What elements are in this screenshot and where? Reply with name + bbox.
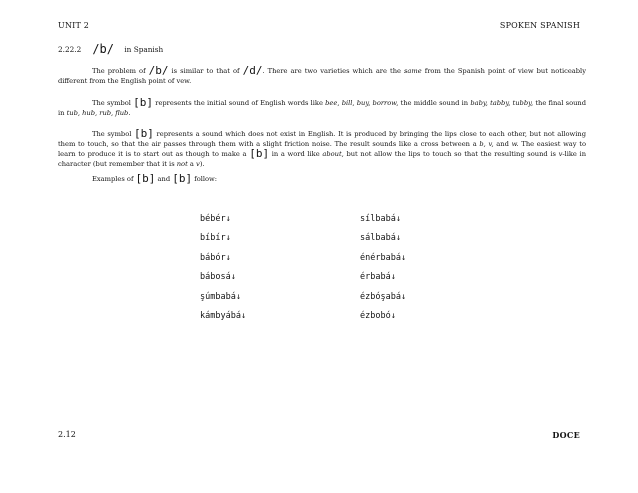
section-title: in Spanish — [124, 45, 164, 54]
emphasis: same — [404, 67, 422, 75]
paragraph-examples-intro — [58, 174, 586, 184]
text-run: The easiest way to learn to produce it is to start out as though to make a — [58, 140, 586, 158]
emphasis: baby, tabby, tubby, — [470, 99, 534, 107]
example-column-left — [200, 210, 246, 326]
text-run: The problem of — [92, 67, 149, 75]
phoneme-symbol: [b] — [172, 172, 193, 185]
phoneme-symbol: /d/ — [242, 64, 263, 77]
text-run: and — [155, 175, 173, 183]
section-heading — [58, 42, 163, 56]
text-run: Examples of — [92, 175, 136, 183]
text-run: in a word like — [269, 150, 323, 158]
text-run: . There are two varieties which are the — [262, 67, 404, 75]
paragraph-stop-b — [58, 98, 586, 118]
emphasis: w. — [511, 140, 519, 148]
emphasis: b, v, — [479, 140, 494, 148]
example-word: érbabá↓ — [360, 272, 396, 283]
text-run: a — [187, 160, 197, 168]
phoneme-symbol: [b] — [134, 127, 154, 140]
example-word: şúmbabá↓ — [200, 291, 241, 302]
page-number-word: DOCE — [552, 430, 580, 440]
phoneme-symbol: [b] — [249, 147, 270, 160]
example-word: kámbyábá↓ — [200, 310, 247, 321]
text-run: -like in character (but remember that it is — [58, 150, 586, 168]
page-number: 2.12 — [58, 430, 76, 439]
emphasis: v — [196, 160, 200, 168]
emphasis: not — [176, 160, 188, 168]
example-word: sálbabá↓ — [360, 233, 401, 244]
text-run: and — [493, 140, 512, 148]
emphasis: v — [558, 150, 563, 158]
text-run: the middle sound in — [398, 99, 471, 107]
text-run: but not allow the lips to touch so that the resulting sound is — [343, 150, 559, 158]
example-column-right — [360, 210, 406, 326]
text-run: follow: — [192, 175, 218, 183]
example-word: sílbabá↓ — [360, 214, 401, 224]
example-word: bábosá↓ — [200, 272, 236, 283]
text-run: is similar to that of — [168, 67, 243, 75]
book-title: SPOKEN SPANISH — [499, 21, 580, 30]
text-run: represents the initial sound of English words like — [153, 99, 326, 107]
section-number: 2.22.2 — [58, 45, 82, 54]
text-run: from the Spanish point of view but noticeably different from the English point of vew. — [58, 67, 586, 85]
phoneme-symbol: [b] — [135, 172, 156, 185]
example-word: bébér↓ — [200, 214, 231, 224]
text-run: The symbol — [92, 130, 135, 138]
unit-label: UNIT 2 — [58, 21, 90, 30]
phoneme-symbol: [b] — [133, 96, 154, 109]
paragraph-intro — [58, 66, 586, 86]
text-run: represents a sound which does not exist in English. It is produced by bringing the lips close to each other, but not allowing them to touch, so that the air passes through them with a slight friction noise. The result sounds like a cross between a — [58, 130, 586, 148]
section-symbol: /b/ — [92, 42, 115, 56]
text-run: The symbol — [92, 99, 134, 107]
paragraph-fricative-b — [58, 129, 586, 169]
text-run: the final sound in — [58, 99, 586, 117]
phoneme-symbol: /b/ — [148, 64, 169, 77]
example-word: bábór↓ — [200, 252, 231, 263]
emphasis: tub, hub, rub, flub. — [66, 109, 131, 117]
example-word: ézbobó↓ — [360, 310, 396, 321]
text-run: ). — [199, 160, 205, 168]
emphasis: bee, bill, buy, borrow, — [325, 99, 399, 107]
example-word: bíbír↓ — [200, 233, 231, 244]
example-word: ézbóşabá↓ — [360, 291, 407, 302]
emphasis: about, — [322, 150, 344, 158]
example-word: énérbabá↓ — [360, 252, 407, 263]
example-words — [0, 210, 638, 340]
